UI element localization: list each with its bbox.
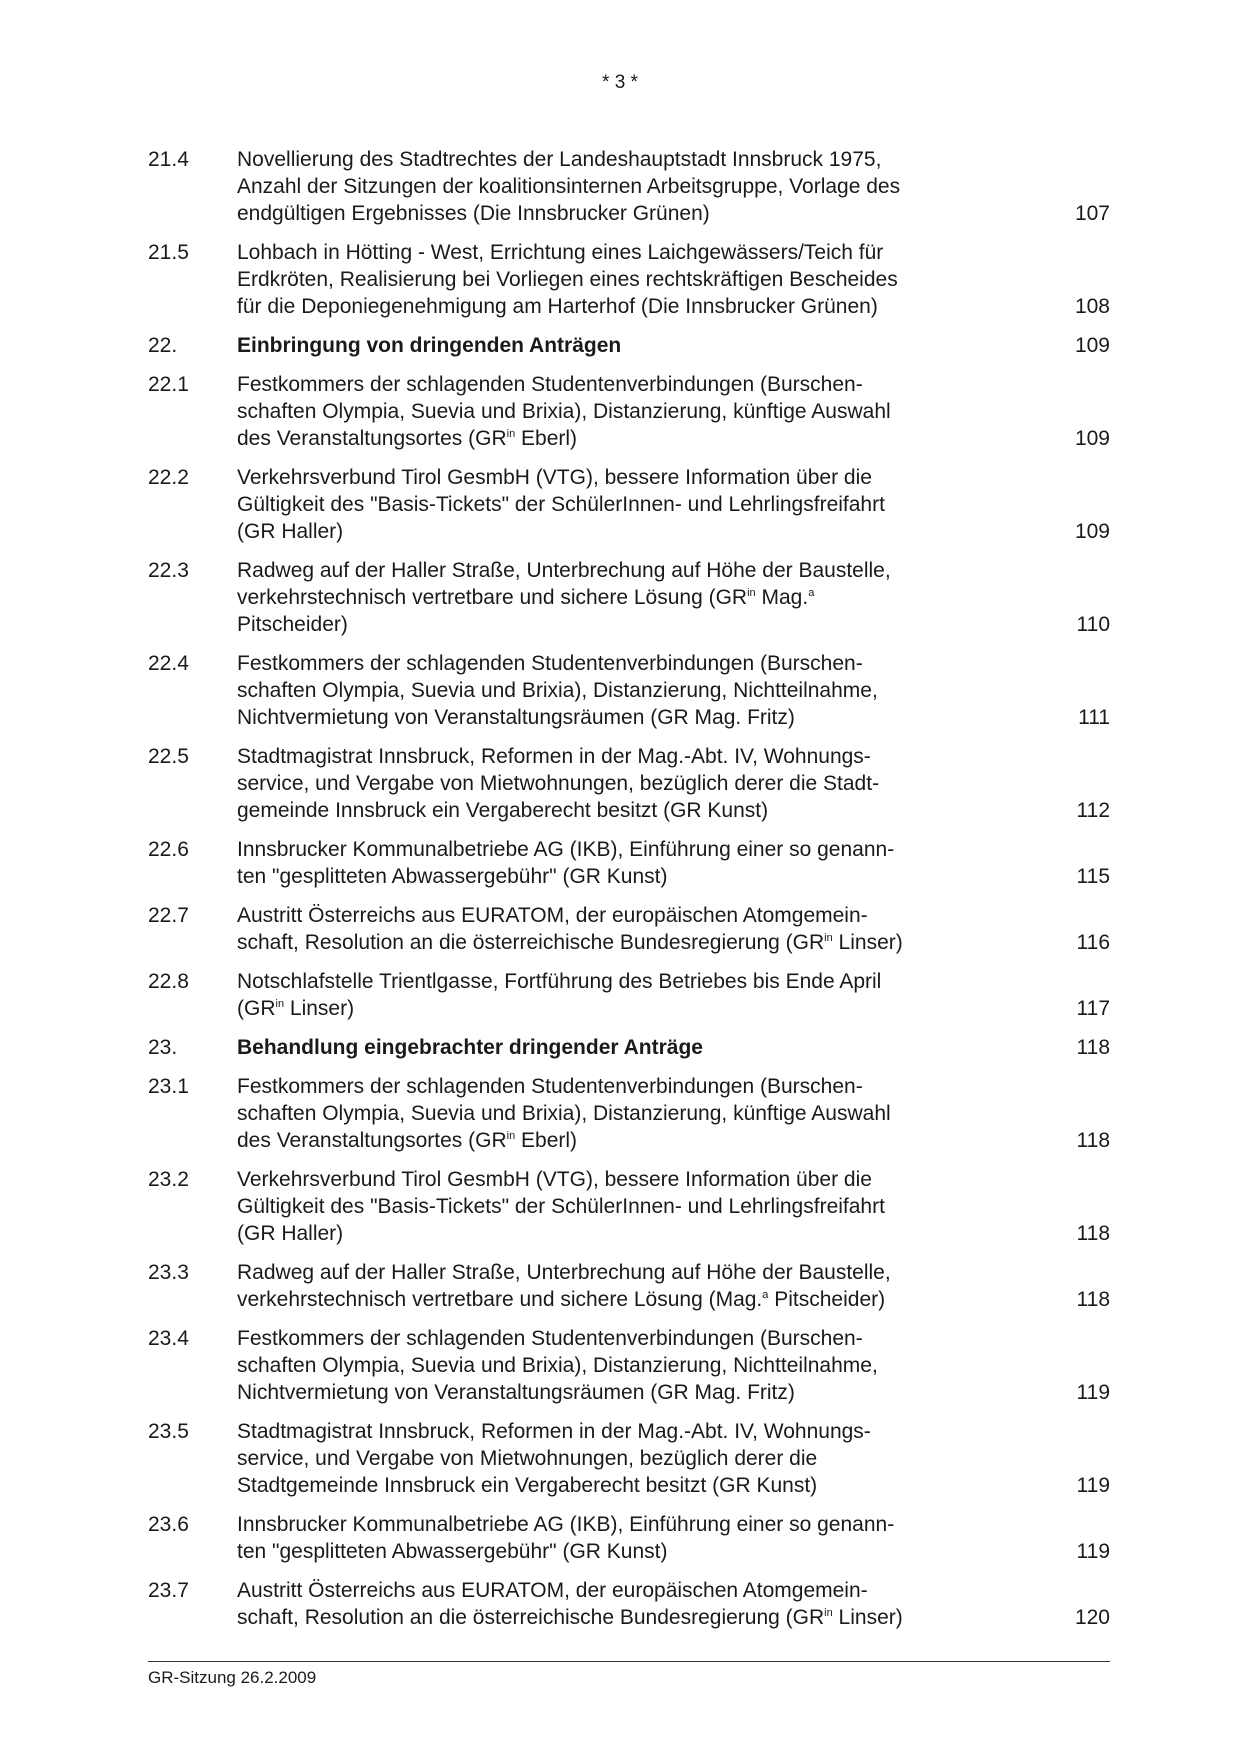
toc-entry-title-line: Stadtmagistrat Innsbruck, Reformen in der Mag.-Abt. IV, Wohnungs- bbox=[237, 745, 871, 768]
toc-entry-title bbox=[237, 1259, 1017, 1313]
toc-entry-page: 119 bbox=[1076, 1474, 1110, 1497]
footer-text: GR-Sitzung 26.2.2009 bbox=[148, 1668, 317, 1687]
toc-entry-number: 23.7 bbox=[148, 1579, 189, 1602]
toc-entry-page: 109 bbox=[1074, 427, 1110, 450]
toc-entry-title-line: ten "gesplitteten Abwassergebühr" (GR Kunst) bbox=[237, 865, 668, 888]
toc-entry-title-line: Festkommers der schlagenden Studentenverbindungen (Burschen- bbox=[237, 1327, 863, 1350]
toc-entry-title-line: Erdkröten, Realisierung bei Vorliegen eines rechtskräftigen Bescheides bbox=[237, 268, 898, 291]
toc-entry-title-line: für die Deponiegenehmigung am Harterhof (Die Innsbrucker Grünen) bbox=[237, 295, 878, 318]
toc-entry-page: 110 bbox=[1076, 613, 1110, 636]
toc-entry-title-line: schaften Olympia, Suevia und Brixia), Distanzierung, künftige Auswahl bbox=[237, 400, 891, 423]
toc-entry-title-line: service, und Vergabe von Mietwohnungen, bezüglich derer die Stadt- bbox=[237, 772, 880, 795]
toc-entry-title-line: Stadtmagistrat Innsbruck, Reformen in der Mag.-Abt. IV, Wohnungs- bbox=[237, 1420, 871, 1443]
toc-entry bbox=[148, 1166, 1110, 1247]
toc-entry-title bbox=[237, 1034, 1017, 1061]
toc-entry-title-line: Radweg auf der Haller Straße, Unterbrechung auf Höhe der Baustelle, bbox=[237, 1261, 891, 1284]
toc-entry-number: 22.6 bbox=[148, 838, 189, 861]
toc-entry bbox=[148, 1418, 1110, 1499]
toc-entry-number: 23.4 bbox=[148, 1327, 189, 1350]
toc-entry-number: 21.5 bbox=[148, 241, 189, 264]
toc-entry-title bbox=[237, 1418, 1017, 1499]
toc-entry bbox=[148, 836, 1110, 890]
toc-entry-page: 118 bbox=[1076, 1222, 1110, 1245]
toc-entry-page: 109 bbox=[1074, 520, 1110, 543]
toc-entry-title-line: Innsbrucker Kommunalbetriebe AG (IKB), Einführung einer so genann- bbox=[237, 838, 895, 861]
toc-entry bbox=[148, 557, 1110, 638]
toc-entry-title bbox=[237, 743, 1017, 824]
toc-entry-number: 23.2 bbox=[148, 1168, 189, 1191]
toc-entry-number: 23. bbox=[148, 1036, 178, 1059]
toc-entry bbox=[148, 1325, 1110, 1406]
toc-entry-title-line: Gültigkeit des "Basis-Tickets" der SchülerInnen- und Lehrlingsfreifahrt bbox=[237, 493, 885, 516]
toc-entry-title-line: Radweg auf der Haller Straße, Unterbrechung auf Höhe der Baustelle, bbox=[237, 559, 891, 582]
toc-entry-title bbox=[237, 836, 1017, 890]
toc-entry-title-line: Anzahl der Sitzungen der koalitionsinternen Arbeitsgruppe, Vorlage des bbox=[237, 175, 901, 198]
toc-entry-title-line: Stadtgemeinde Innsbruck ein Vergaberecht besitzt (GR Kunst) bbox=[237, 1474, 818, 1497]
toc-entry-title bbox=[237, 371, 1017, 452]
toc-entry-number: 22.5 bbox=[148, 745, 189, 768]
toc-entry-number: 22.2 bbox=[148, 466, 189, 489]
toc-entry bbox=[148, 968, 1110, 1022]
footer-divider bbox=[148, 1661, 1110, 1662]
toc-entry-title-line: Austritt Österreichs aus EURATOM, der europäischen Atomgemein- bbox=[237, 904, 868, 927]
toc-entry-title-line: Nichtvermietung von Veranstaltungsräumen (GR Mag. Fritz) bbox=[237, 706, 795, 729]
toc-entry-title-line: des Veranstaltungsortes ($GR^{in}$ Eberl) bbox=[237, 427, 578, 450]
toc-entry-title-line: des Veranstaltungsortes ($GR^{in}$ Eberl) bbox=[237, 1129, 578, 1152]
toc-entry-title-line: verkehrstechnisch vertretbare und sichere Lösung (Mag.$^a$ Pitscheider) bbox=[237, 1288, 886, 1311]
toc-entry-title-line: Lohbach in Hötting - West, Errichtung eines Laichgewässers/Teich für bbox=[237, 241, 884, 264]
toc-entry-page: 107 bbox=[1074, 202, 1110, 225]
toc-entry bbox=[148, 146, 1110, 227]
toc-entry-title bbox=[237, 464, 1017, 545]
toc-entry-number: 23.6 bbox=[148, 1513, 189, 1536]
toc-entry bbox=[148, 1259, 1110, 1313]
toc-entry-page: 118 bbox=[1076, 1036, 1110, 1059]
toc-section-heading bbox=[148, 1034, 1110, 1061]
toc-entry-title-line: (GR Haller) bbox=[237, 1222, 344, 1245]
toc-entry bbox=[148, 239, 1110, 320]
toc-entry-title-line: ten "gesplitteten Abwassergebühr" (GR Kunst) bbox=[237, 1540, 668, 1563]
toc-entry bbox=[148, 743, 1110, 824]
toc-entry-title-line: Austritt Österreichs aus EURATOM, der europäischen Atomgemein- bbox=[237, 1579, 868, 1602]
toc-entry-title bbox=[237, 146, 1017, 227]
toc-entry-page: 116 bbox=[1076, 931, 1110, 954]
toc-entry-title-line: verkehrstechnisch vertretbare und sichere Lösung ($GR^{in}$ Mag.$^a$ bbox=[237, 586, 815, 609]
toc-entry-number: 22. bbox=[148, 334, 178, 357]
toc-entry bbox=[148, 1511, 1110, 1565]
toc-entry-page: 118 bbox=[1076, 1129, 1110, 1152]
toc-entry-title-line: Gültigkeit des "Basis-Tickets" der SchülerInnen- und Lehrlingsfreifahrt bbox=[237, 1195, 885, 1218]
toc-entry-number: 23.5 bbox=[148, 1420, 189, 1443]
toc-entry-number: 23.3 bbox=[148, 1261, 189, 1284]
toc-entry-title bbox=[237, 1325, 1017, 1406]
toc-entry bbox=[148, 1073, 1110, 1154]
toc-entry-page: 108 bbox=[1074, 295, 1110, 318]
toc-entry-number: 22.1 bbox=[148, 373, 189, 396]
toc-entry-title-line: ($GR^{in}$ Linser) bbox=[237, 997, 355, 1020]
toc-entry-number: 23.1 bbox=[148, 1075, 189, 1098]
toc-entry-title-line: Nichtvermietung von Veranstaltungsräumen (GR Mag. Fritz) bbox=[237, 1381, 795, 1404]
toc-entry bbox=[148, 371, 1110, 452]
toc-entry-title-line: Festkommers der schlagenden Studentenverbindungen (Burschen- bbox=[237, 373, 863, 396]
toc-entry-title-line: Behandlung eingebrachter dringender Anträge bbox=[237, 1036, 703, 1059]
toc-entry-title bbox=[237, 332, 1017, 359]
toc-entry-number: 22.8 bbox=[148, 970, 189, 993]
toc-entry bbox=[148, 464, 1110, 545]
toc-entry-title bbox=[237, 1073, 1017, 1154]
toc-entry bbox=[148, 902, 1110, 956]
toc-entry-title-line: Verkehrsverbund Tirol GesmbH (VTG), bessere Information über die bbox=[237, 1168, 872, 1191]
toc-entry-page: 118 bbox=[1076, 1288, 1110, 1311]
toc-entry-page: 117 bbox=[1076, 997, 1110, 1020]
toc-entry-title-line: schaften Olympia, Suevia und Brixia), Distanzierung, Nichtteilnahme, bbox=[237, 679, 878, 702]
toc-entry-number: 22.4 bbox=[148, 652, 189, 675]
toc-entry-title-line: (GR Haller) bbox=[237, 520, 344, 543]
toc-entry-title-line: gemeinde Innsbruck ein Vergaberecht besitzt (GR Kunst) bbox=[237, 799, 769, 822]
toc-entry-title-line: Pitscheider) bbox=[237, 613, 348, 636]
toc-entry-page: 111 bbox=[1078, 706, 1110, 729]
toc-entry-title bbox=[237, 968, 1017, 1022]
toc-entry-page: 109 bbox=[1074, 334, 1110, 357]
toc-entry-page: 115 bbox=[1076, 865, 1110, 888]
toc-entry-number: 22.3 bbox=[148, 559, 189, 582]
toc-entry-title-line: service, und Vergabe von Mietwohnungen, bezüglich derer die bbox=[237, 1447, 818, 1470]
toc-entry-page: 120 bbox=[1074, 1606, 1110, 1629]
toc-entry-title-line: Verkehrsverbund Tirol GesmbH (VTG), bessere Information über die bbox=[237, 466, 872, 489]
toc-section-heading bbox=[148, 332, 1110, 359]
toc-entry-title-line: Festkommers der schlagenden Studentenverbindungen (Burschen- bbox=[237, 1075, 863, 1098]
toc-entry-page: 119 bbox=[1076, 1381, 1110, 1404]
toc-entry-title-line: Festkommers der schlagenden Studentenverbindungen (Burschen- bbox=[237, 652, 863, 675]
toc-entry-title bbox=[237, 1577, 1017, 1631]
toc-entry bbox=[148, 650, 1110, 731]
toc-entry-title bbox=[237, 1511, 1017, 1565]
toc-entry-title-line: Einbringung von dringenden Anträgen bbox=[237, 334, 622, 357]
toc-entry-title bbox=[237, 557, 1017, 638]
toc-entry-title-line: Notschlafstelle Trientlgasse, Fortführung des Betriebes bis Ende April bbox=[237, 970, 882, 993]
toc-entry-title-line: schaften Olympia, Suevia und Brixia), Distanzierung, künftige Auswahl bbox=[237, 1102, 891, 1125]
page-number: * 3 * bbox=[602, 72, 638, 93]
toc-entry-title-line: Novellierung des Stadtrechtes der Landeshauptstadt Innsbruck 1975, bbox=[237, 148, 882, 171]
toc-entry-title-line: schaft, Resolution an die österreichische Bundesregierung ($GR^{in}$ Linser) bbox=[237, 1606, 903, 1629]
toc-entry-number: 21.4 bbox=[148, 148, 189, 171]
toc-entry-page: 112 bbox=[1076, 799, 1110, 822]
toc-entry bbox=[148, 1577, 1110, 1631]
toc-entry-title bbox=[237, 239, 1017, 320]
toc-entry-title bbox=[237, 650, 1017, 731]
toc-entry-page: 119 bbox=[1076, 1540, 1110, 1563]
toc-entry-title-line: schaften Olympia, Suevia und Brixia), Distanzierung, Nichtteilnahme, bbox=[237, 1354, 878, 1377]
toc-entry-title bbox=[237, 1166, 1017, 1247]
toc-entry-title bbox=[237, 902, 1017, 956]
toc-entry-title-line: schaft, Resolution an die österreichische Bundesregierung ($GR^{in}$ Linser) bbox=[237, 931, 903, 954]
toc-entry-title-line: endgültigen Ergebnisses (Die Innsbrucker Grünen) bbox=[237, 202, 710, 225]
toc-entry-title-line: Innsbrucker Kommunalbetriebe AG (IKB), Einführung einer so genann- bbox=[237, 1513, 895, 1536]
table-of-contents bbox=[148, 146, 1110, 1643]
toc-entry-number: 22.7 bbox=[148, 904, 189, 927]
